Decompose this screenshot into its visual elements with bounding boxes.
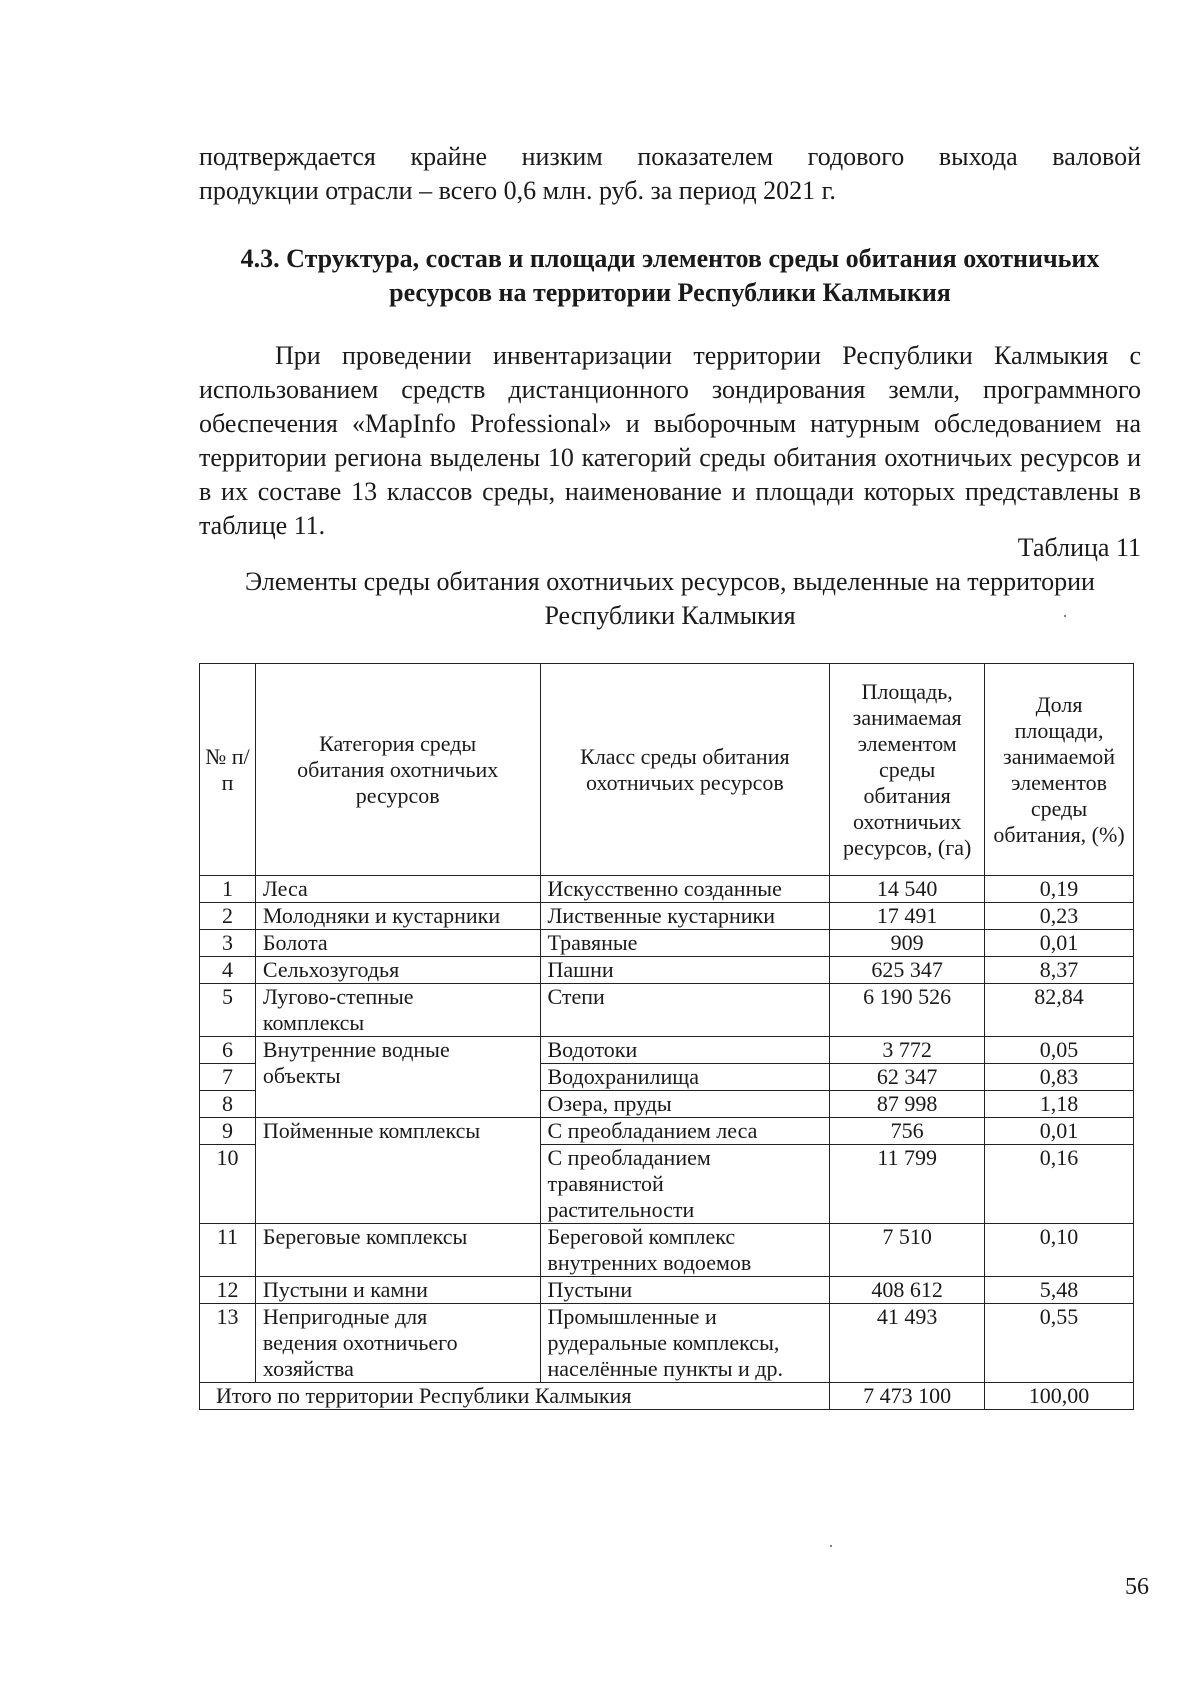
row-class: Промышленные и рудеральные комплексы, населённые пункты и др. <box>540 1304 830 1383</box>
row-class: С преобладанием травянистой растительности <box>540 1145 830 1224</box>
row-class: С преобладанием леса <box>540 1118 830 1145</box>
row-num: 5 <box>200 984 256 1037</box>
row-class: Искусственно созданные <box>540 876 830 903</box>
row-area: 625 347 <box>830 957 985 984</box>
table-row <box>200 876 1134 903</box>
table-row <box>200 1277 1134 1304</box>
row-area: 756 <box>830 1118 985 1145</box>
row-share: 0,83 <box>985 1064 1134 1091</box>
row-share: 0,05 <box>985 1037 1134 1064</box>
row-area: 909 <box>830 930 985 957</box>
row-area: 17 491 <box>830 903 985 930</box>
row-num: 8 <box>200 1091 256 1118</box>
row-share: 0,23 <box>985 903 1134 930</box>
page-number: 56 <box>1125 1574 1149 1600</box>
table-row <box>200 1118 1134 1145</box>
row-num: 11 <box>200 1224 256 1277</box>
row-num: 1 <box>200 876 256 903</box>
row-share: 5,48 <box>985 1277 1134 1304</box>
habitat-elements-table <box>199 663 1134 1410</box>
row-share: 0,01 <box>985 1118 1134 1145</box>
row-category: Болота <box>255 930 540 957</box>
row-area: 87 998 <box>830 1091 985 1118</box>
table-label: Таблица 11 <box>1017 533 1141 562</box>
section-heading-line-2: ресурсов на территории Республики Калмыкия <box>389 278 951 307</box>
row-category: Лугово-степные комплексы <box>255 984 540 1037</box>
table-row <box>200 930 1134 957</box>
header-num: № п/п <box>200 664 256 876</box>
row-num: 12 <box>200 1277 256 1304</box>
body-paragraph: При проведении инвентаризации территории Республики Калмыкия с использованием средств дистанционного зондирования земли, программного обеспечения «MapInfo Professional» и выборочным натурным обследованием на территории региона выделены 10 категорий среды обитания охотничьих ресурсов и в их составе 13 классов среды, наименование и площади которых представлены в таблице 11. <box>199 341 1141 540</box>
header-category: Категория среды обитания охотничьих ресурсов <box>255 664 540 876</box>
row-share: 0,16 <box>985 1145 1134 1224</box>
intro-paragraph <box>199 140 1141 208</box>
total-area: 7 473 100 <box>830 1383 985 1410</box>
row-num: 6 <box>200 1037 256 1064</box>
table-row <box>200 903 1134 930</box>
row-area: 41 493 <box>830 1304 985 1383</box>
row-share: 82,84 <box>985 984 1134 1037</box>
row-area: 408 612 <box>830 1277 985 1304</box>
row-num: 13 <box>200 1304 256 1383</box>
row-area: 6 190 526 <box>830 984 985 1037</box>
row-area: 14 540 <box>830 876 985 903</box>
table-title-line-2: Республики Калмыкия <box>544 601 796 630</box>
row-share: 8,37 <box>985 957 1134 984</box>
table-title <box>199 565 1141 633</box>
row-share: 1,18 <box>985 1091 1134 1118</box>
table-row <box>200 1037 1134 1064</box>
table-row <box>200 1304 1134 1383</box>
scan-speck <box>830 1545 832 1547</box>
row-class: Пустыни <box>540 1277 830 1304</box>
row-num: 7 <box>200 1064 256 1091</box>
row-num: 3 <box>200 930 256 957</box>
row-class: Лиственные кустарники <box>540 903 830 930</box>
row-area: 7 510 <box>830 1224 985 1277</box>
row-category: Пустыни и камни <box>255 1277 540 1304</box>
row-class: Степи <box>540 984 830 1037</box>
table-title-line-1: Элементы среды обитания охотничьих ресурсов, выделенные на территории <box>245 567 1095 596</box>
row-share: 0,55 <box>985 1304 1134 1383</box>
row-share: 0,19 <box>985 876 1134 903</box>
row-class: Водотоки <box>540 1037 830 1064</box>
row-area: 3 772 <box>830 1037 985 1064</box>
table-row <box>200 957 1134 984</box>
row-category: Береговые комплексы <box>255 1224 540 1277</box>
total-label: Итого по территории Республики Калмыкия <box>200 1383 830 1410</box>
row-area: 62 347 <box>830 1064 985 1091</box>
row-class: Водохранилища <box>540 1064 830 1091</box>
table-row <box>200 984 1134 1037</box>
row-category: Молодняки и кустарники <box>255 903 540 930</box>
table-header-row <box>200 664 1134 876</box>
row-num: 9 <box>200 1118 256 1145</box>
row-category: Леса <box>255 876 540 903</box>
row-area: 11 799 <box>830 1145 985 1224</box>
section-heading <box>199 242 1141 310</box>
row-num: 4 <box>200 957 256 984</box>
row-class: Травяные <box>540 930 830 957</box>
row-category: Сельхозугодья <box>255 957 540 984</box>
table-total-row <box>200 1383 1134 1410</box>
row-category: Непригодные для ведения охотничьего хозяйства <box>255 1304 540 1383</box>
row-class: Пашни <box>540 957 830 984</box>
header-class: Класс среды обитания охотничьих ресурсов <box>540 664 830 876</box>
row-category: Пойменные комплексы <box>255 1118 540 1224</box>
section-heading-line-1: 4.3. Структура, состав и площади элементов среды обитания охотничьих <box>240 244 1100 273</box>
header-area: Площадь, занимаемая элементом среды обитания охотничьих ресурсов, (га) <box>830 664 985 876</box>
row-num: 10 <box>200 1145 256 1224</box>
intro-line-1: подтверждается крайне низким показателем годового выхода валовой <box>199 142 1141 171</box>
row-class: Озера, пруды <box>540 1091 830 1118</box>
table-row <box>200 1224 1134 1277</box>
header-share: Доля площади, занимаемой элементов среды обитания, (%) <box>985 664 1134 876</box>
row-share: 0,01 <box>985 930 1134 957</box>
row-share: 0,10 <box>985 1224 1134 1277</box>
total-share: 100,00 <box>985 1383 1134 1410</box>
row-class: Береговой комплекс внутренних водоемов <box>540 1224 830 1277</box>
scan-speck <box>1064 615 1066 617</box>
row-num: 2 <box>200 903 256 930</box>
intro-line-2: продукции отрасли – всего 0,6 млн. руб. за период 2021 г. <box>199 176 836 205</box>
row-category: Внутренние водные объекты <box>255 1037 540 1118</box>
